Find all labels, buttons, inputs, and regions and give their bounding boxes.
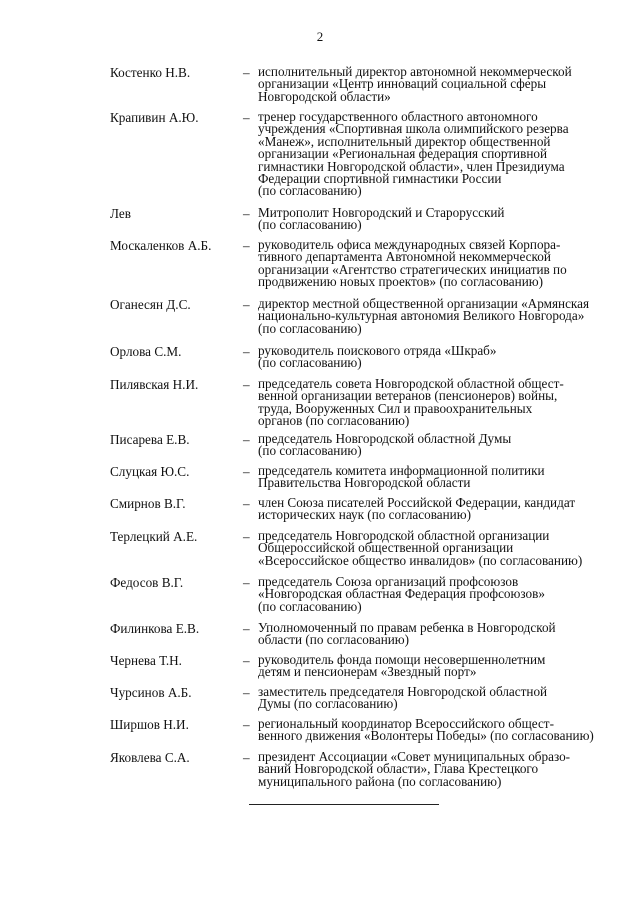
description-line: «Новгородская областная Федерация профсоюзов»: [258, 586, 545, 602]
description-line: (по согласованию): [258, 443, 362, 459]
description-line: труда, Вооруженных Сил и правоохранительных: [258, 400, 533, 416]
member-description: [258, 622, 610, 647]
member-description: [258, 66, 610, 103]
dash-separator: –: [243, 110, 250, 125]
member-name: Москаленков А.Б.: [110, 238, 212, 253]
member-description: [258, 345, 610, 370]
description-line: Новгородской области»: [258, 88, 391, 104]
dash-separator: –: [243, 496, 250, 511]
description-line: (по согласованию): [258, 598, 362, 614]
description-line: председатель Союза организаций профсоюзов: [258, 574, 519, 589]
dash-separator: –: [243, 464, 250, 479]
dash-separator: –: [243, 575, 250, 590]
member-description: [258, 111, 610, 198]
member-name: Яковлева С.А.: [110, 750, 190, 765]
description-line: (по согласованию): [258, 355, 362, 371]
member-description: [258, 576, 610, 613]
dash-separator: –: [243, 377, 250, 392]
member-description: [258, 433, 610, 458]
description-line: «Манеж», исполнительный директор общественной: [258, 133, 551, 149]
description-line: председатель Новгородской областной организации: [258, 528, 550, 543]
member-name: Оганесян Д.С.: [110, 297, 191, 312]
member-description: [258, 298, 610, 335]
member-name: Филинкова Е.В.: [110, 621, 200, 636]
description-line: исторических наук (по согласованию): [258, 507, 471, 523]
description-line: венного движения «Волонтеры Победы» (по согласованию): [258, 728, 594, 744]
member-description: [258, 751, 610, 788]
member-name: Пилявская Н.И.: [110, 377, 199, 392]
description-line: организации «Центр инноваций социальной сферы: [258, 76, 547, 92]
description-line: директор местной общественной организации «Армянская: [258, 296, 590, 311]
description-line: органов (по согласованию): [258, 413, 410, 429]
member-name: Чурсинов А.Б.: [110, 685, 192, 700]
description-line: области (по согласованию): [258, 632, 410, 648]
description-line: руководитель офиса международных связей Корпора-: [258, 237, 561, 252]
member-name: Писарева Е.В.: [110, 432, 190, 447]
member-description: [258, 465, 610, 490]
member-description: [258, 718, 610, 743]
dash-separator: –: [243, 432, 250, 447]
description-line: президент Ассоциации «Совет муниципальных образо-: [258, 749, 571, 764]
description-line: национально-культурная автономия Великого Новгорода»: [258, 308, 585, 324]
description-line: Митрополит Новгородский и Старорусский: [258, 205, 505, 220]
dash-separator: –: [243, 238, 250, 253]
description-line: Общероссийской общественной организации: [258, 540, 514, 556]
description-line: тренер государственного областного автономного: [258, 109, 538, 124]
member-description: [258, 239, 610, 289]
description-line: тивного департамента Автономной некоммерческой: [258, 249, 551, 265]
member-name: Слуцкая Ю.С.: [110, 464, 190, 479]
description-line: муниципального района (по согласованию): [258, 773, 502, 789]
description-line: Федерации спортивной гимнастики России: [258, 171, 502, 187]
member-name: Терлецкий А.Е.: [110, 529, 198, 544]
description-line: региональный координатор Всероссийского общест-: [258, 716, 554, 731]
member-description: [258, 686, 610, 711]
dash-separator: –: [243, 750, 250, 765]
dash-separator: –: [243, 717, 250, 732]
member-description: [258, 378, 610, 428]
description-line: организации «Агентство стратегических инициатив по: [258, 261, 567, 277]
description-line: руководитель поискового отряда «Шкраб»: [258, 343, 497, 358]
member-name: Лев: [110, 206, 131, 221]
member-name: Федосов В.Г.: [110, 575, 184, 590]
dash-separator: –: [243, 653, 250, 668]
dash-separator: –: [243, 685, 250, 700]
page-number: 2: [316, 29, 324, 44]
description-line: продвижению новых проектов» (по согласованию): [258, 274, 544, 290]
end-divider: [249, 804, 439, 805]
member-description: [258, 497, 610, 522]
dash-separator: –: [243, 529, 250, 544]
description-line: гимнастики Новгородской области», член Президиума: [258, 158, 565, 174]
description-line: Уполномоченный по правам ребенка в Новгородской: [258, 620, 556, 635]
member-description: [258, 654, 610, 679]
description-line: руководитель фонда помощи несовершеннолетним: [258, 652, 546, 667]
description-line: ваний Новгородской области», Глава Крестецкого: [258, 761, 539, 777]
description-line: заместитель председателя Новгородской областной: [258, 684, 548, 699]
description-line: Правительства Новгородской области: [258, 475, 471, 491]
member-name: Ширшов Н.И.: [110, 717, 189, 732]
dash-separator: –: [243, 65, 250, 80]
description-line: (по согласованию): [258, 183, 362, 199]
description-line: исполнительный директор автономной некоммерческой: [258, 64, 572, 79]
description-line: учреждения «Спортивная школа олимпийского резерва: [258, 121, 569, 137]
member-description: [258, 530, 610, 567]
dash-separator: –: [243, 206, 250, 221]
description-line: (по согласованию): [258, 320, 362, 336]
description-line: председатель совета Новгородской областной общест-: [258, 376, 564, 391]
description-line: «Всероссийское общество инвалидов» (по согласованию): [258, 552, 583, 568]
dash-separator: –: [243, 297, 250, 312]
description-line: (по согласованию): [258, 217, 362, 233]
dash-separator: –: [243, 344, 250, 359]
member-name: Костенко Н.В.: [110, 65, 191, 80]
member-name: Смирнов В.Г.: [110, 496, 186, 511]
description-line: организации «Региональная федерация спортивной: [258, 146, 548, 162]
member-name: Орлова С.М.: [110, 344, 182, 359]
description-line: венной организации ветеранов (пенсионеров) войны,: [258, 388, 558, 404]
description-line: председатель Новгородской областной Думы: [258, 431, 512, 446]
description-line: председатель комитета информационной политики: [258, 463, 545, 478]
member-description: [258, 207, 610, 232]
description-line: Думы (по согласованию): [258, 696, 398, 712]
member-name: Чернева Т.Н.: [110, 653, 182, 668]
dash-separator: –: [243, 621, 250, 636]
member-name: Крапивин А.Ю.: [110, 110, 199, 125]
description-line: детям и пенсионерам «Звездный порт»: [258, 664, 477, 680]
description-line: член Союза писателей Российской Федерации, кандидат: [258, 495, 576, 510]
